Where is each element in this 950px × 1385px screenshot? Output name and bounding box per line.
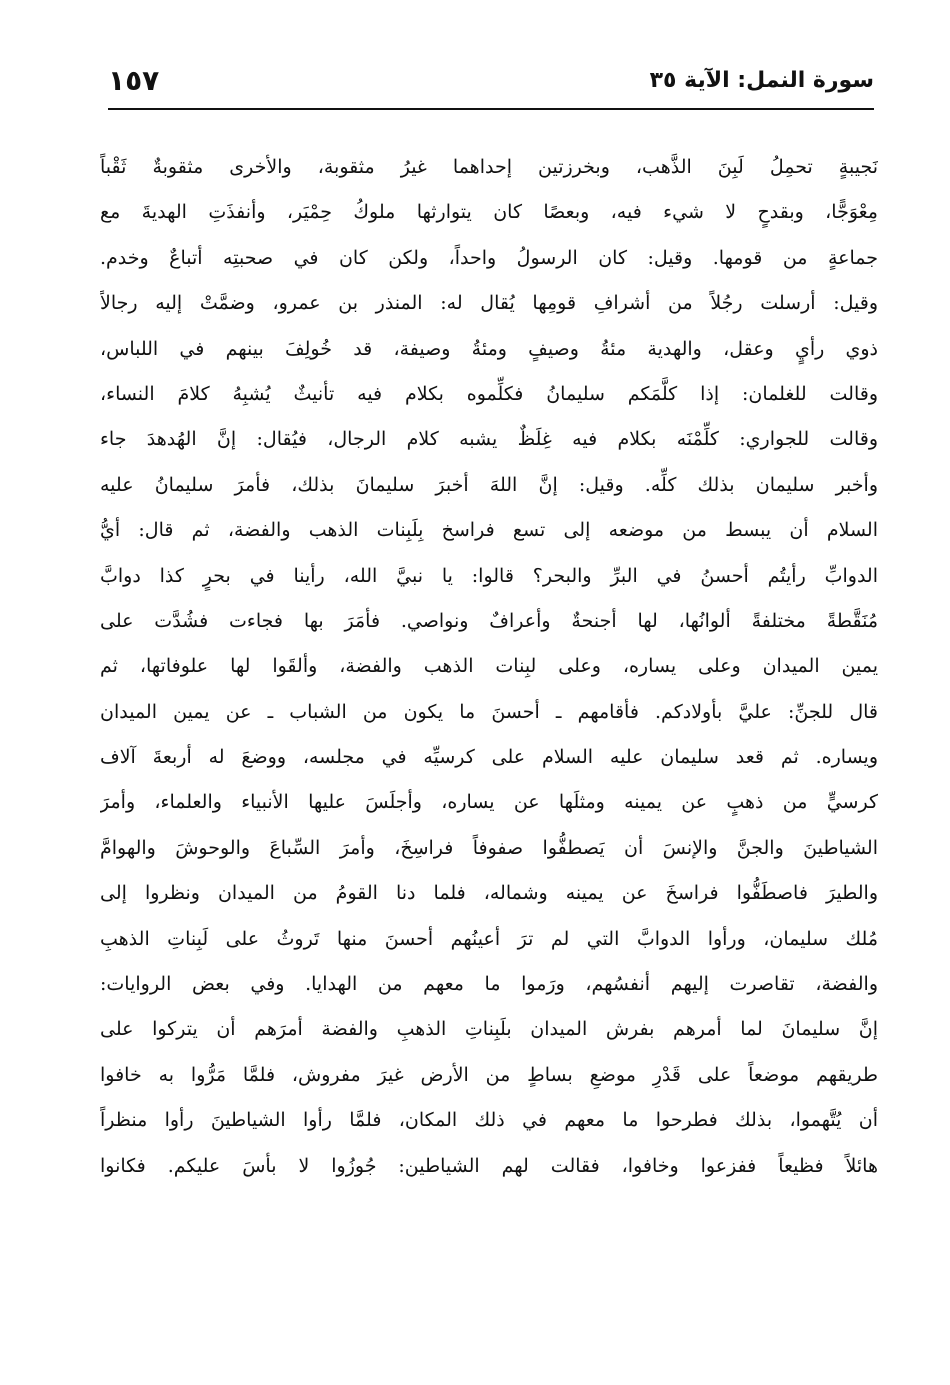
body-text <box>100 145 878 1189</box>
text-line: أن يُتَّهموا، بذلك فطرحوا ما معهم في ذلك المكان، فلمَّا رأوا الشياطينَ رأوا منظراً <box>100 1109 878 1132</box>
text-line: مِعْوَجًّا، وبقدحٍ لا شيء فيه، وبعصًا كان يتوارثها ملوكُ حِمْيَر، وأنفذَتِ الهديةَ مع <box>100 201 878 224</box>
running-title: سورة النمل: الآية ٣٥ <box>649 68 874 93</box>
text-line: وقالت للغلمان: إذا كلَّمَكم سليمانُ فكلِّموه بكلام فيه تأنيثٌ يُشبِهُ كلامَ النساء، <box>100 382 878 405</box>
text-line: طريقهم موضعاً على قَدْرِ موضعِ بساطٍ من الأرض غيرَ مفروش، فلمَّا مَرُّوا به خافوا <box>100 1063 878 1086</box>
text-line: ويساره. ثم قعد سليمان عليه السلام على كرسيِّه في مجلسه، ووضعَ له أربعةَ آلاف <box>100 746 878 769</box>
text-line: والفضة، تقاصرت إليهم أنفسُهم، ورَموا ما معهم من الهدايا. وفي بعض الروايات: <box>100 973 878 996</box>
header-divider <box>108 108 874 110</box>
text-line: يمين الميدان وعلى يساره، وعلى لبِنات الذهب والفضة، وألقَوا لها علوفاتها، ثم <box>100 655 878 678</box>
text-line: والطيرَ فاصطَفُّوا فراسخَ عن يمينه وشماله، فلما دنا القومُ من الميدان ونظروا إلى <box>100 882 878 905</box>
text-line: كرسيٍّ من ذهبٍ عن يمينه ومثلَها عن يساره، وأجلَسَ عليها الأنبياء والعلماء، وأمرَ <box>100 791 878 814</box>
text-line: إنَّ سليمانَ لما أمرهم بفرش الميدان بلَبِناتِ الذهبِ والفضة أمرَهم أن يتركوا على <box>100 1018 878 1041</box>
text-line: السلام أن يبسط من موضعه إلى تسع فراسخ بِلَبِنات الذهب والفضة، ثم قال: أيُّ <box>100 519 878 542</box>
text-line: ذوي رأيٍ وعقل، والهدية مئةُ وصيفٍ ومئةُ وصيفة، قد خُولِفَ بينهم في اللباس، <box>100 337 878 360</box>
text-line: وأخبر سليمان بذلك كلِّه. وقيل: إنَّ اللهَ أخبرَ سليمانَ بذلك، فأمرَ سليمانُ عليه <box>100 473 878 496</box>
page-number: ١٥٧ <box>108 64 160 97</box>
page-header <box>108 62 874 106</box>
text-line: هائلاً فظيعاً ففزعوا وخافوا، فقالت لهم الشياطين: جُوزُوا لا بأسَ عليكم. فكانوا <box>100 1154 878 1177</box>
text-line: وقيل: أرسلت رجُلاً من أشرافِ قومِها يُقال له: المنذر بن عمرو، وضمَّتْ إليه رجالاً <box>100 292 878 315</box>
text-line: نَجيبةٍ تحمِلُ لَبِنَ الذَّهب، وبخرزتين إحداهما غيرُ مثقوبة، والأخرى مثقوبةٌ ثَقْباً <box>100 156 878 178</box>
text-line: جماعةٍ من قومها. وقيل: كان الرسولُ واحداً، ولكن كان في صحبتِه أتباعٌ وخدم. <box>100 246 878 269</box>
text-line: الشياطينَ والجنَّ والإنسَ أن يَصطفُّوا صفوفاً فراسِخَ، وأمرَ السِّباعَ والوحوشَ والهوامَّ <box>100 836 878 859</box>
text-line: قال للجنِّ: عليَّ بأولادكم. فأقامهم ـ أحسنَ ما يكون من الشباب ـ عن يمين الميدان <box>100 700 878 723</box>
text-line: الدوابِّ رأيتُم أحسنُ في البرِّ والبحر؟ قالوا: يا نبيَّ الله، رأينا في بحرٍ كذا دوابَّ <box>100 564 878 587</box>
text-line: مُلك سليمان، ورأوا الدوابَّ التي لم ترَ أعينُهم أحسنَ منها تَروثُ على لَبِناتِ الذهبِ <box>100 927 878 950</box>
text-line: مُنَقَّطةً مختلفةً ألوانُها، لها أجنحةٌ وأعرافٌ ونواصي. فأمَرَ بها فجاءت فشُدَّت على <box>100 609 878 632</box>
text-line: وقالت للجواري: كلِّمْنَه بكلام فيه غِلَظٌ يشبه كلام الرجال، فيُقال: إنَّ الهُدهدَ جاء <box>100 428 878 451</box>
